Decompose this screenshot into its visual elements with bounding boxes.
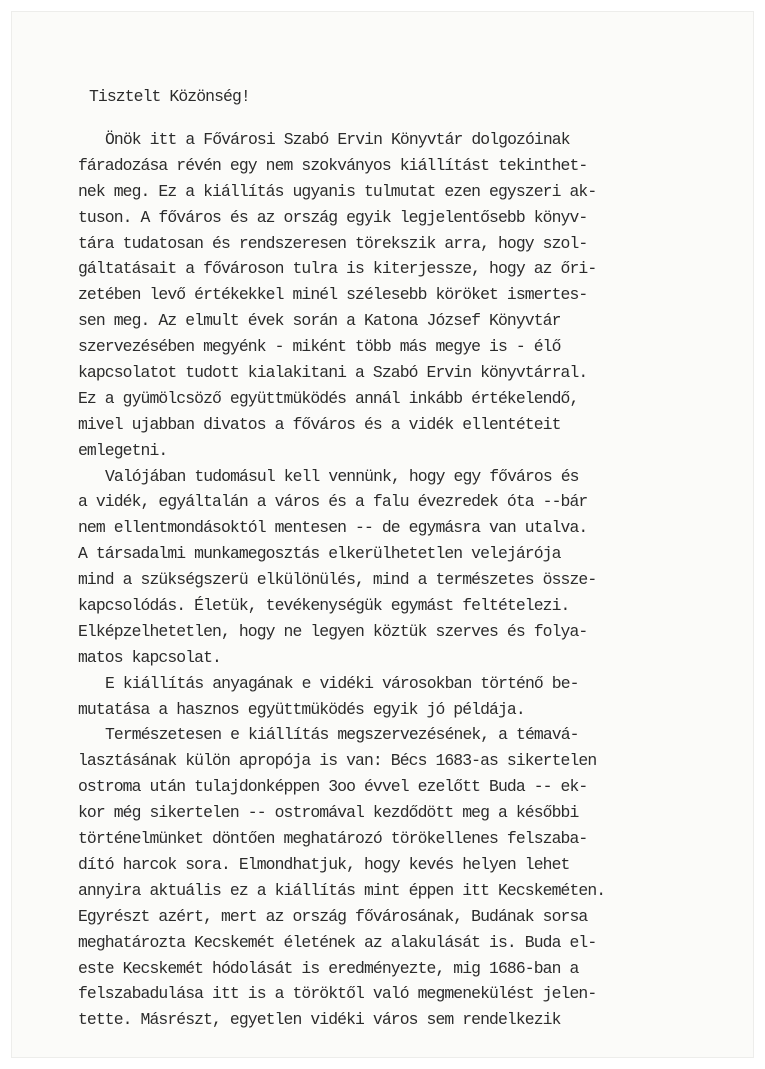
text-line: felszabadulása itt is a töröktől való megmenekülést jelen- xyxy=(78,984,597,1004)
salutation: Tisztelt Közönség! xyxy=(89,87,250,106)
text-line: sen meg. Az elmult évek során a Katona József Könyvtár xyxy=(78,311,561,331)
text-line: kor még sikertelen -- ostromával kezdődött meg a későbbi xyxy=(78,803,579,823)
text-line: Önök itt a Fővárosi Szabó Ervin Könyvtár dolgozóinak xyxy=(105,130,570,149)
text-line: dító harcok sora. Elmondhatjuk, hogy kevés helyen lehet xyxy=(78,854,570,874)
text-line: kapcsolódás. Életük, tevékenységük egymást feltételezi. xyxy=(78,596,570,616)
text-line: Elképzelhetetlen, hogy ne legyen köztük szerves és folya- xyxy=(78,621,588,641)
text-line: lasztásának külön apropója is van: Bécs 1683-as sikertelen xyxy=(78,751,597,771)
text-line: Ez a gyümölcsöző együttmüködés annál inkább értékelendő, xyxy=(78,388,579,408)
paragraph-3 xyxy=(78,671,598,723)
letter-body xyxy=(78,84,606,1033)
text-line: kapcsolatot tudott kialakitani a Szabó Ervin könyvtárral. xyxy=(78,363,588,383)
text-line: tuson. A főváros és az ország egyik legjelentősebb könyv- xyxy=(78,207,588,227)
text-line: nek meg. Ez a kiállítás ugyanis tulmutat ezen egyszeri ak- xyxy=(78,181,597,201)
text-line: tette. Másrészt, egyetlen vidéki város sem rendelkezik xyxy=(78,1010,561,1030)
text-line: matos kapcsolat. xyxy=(78,647,221,667)
text-line: zetében levő értékekkel minél szélesebb köröket ismertes- xyxy=(78,285,588,305)
text-line: Valójában tudomásul kell vennünk, hogy egy főváros és xyxy=(105,466,579,486)
text-line: szervezésében megyénk - miként több más megye is - élő xyxy=(78,337,561,357)
text-line: tára tudatosan és rendszeresen törekszik arra, hogy szol- xyxy=(78,233,588,253)
text-line: mind a szükségszerü elkülönülés, mind a természetes össze- xyxy=(78,570,597,590)
text-line: mutatása a hasznos együttmüködés egyik jó példája. xyxy=(78,699,525,719)
text-line: emlegetni. xyxy=(78,440,168,460)
text-line: ostroma után tulajdonképpen 3oo évvel ezelőtt Buda -- ek- xyxy=(78,777,588,797)
text-line: este Kecskemét hódolását is eredményezte, mig 1686-ban a xyxy=(78,958,579,978)
text-line: Egyrészt azért, mert az ország fővárosának, Budának sorsa xyxy=(78,906,588,926)
paragraph-2 xyxy=(78,464,598,671)
text-line: történelmünket döntően meghatározó törökellenes felszaba- xyxy=(78,829,588,849)
text-line: Természetesen e kiállítás megszervezésének, a témavá- xyxy=(105,725,579,745)
text-line: nem ellentmondásoktól mentesen -- de egymásra van utalva. xyxy=(78,518,588,538)
paragraph-4 xyxy=(78,722,606,1033)
text-line: gáltatásait a fővároson tulra is kiterjessze, hogy az őri- xyxy=(78,259,597,279)
text-line: E kiállítás anyagának e vidéki városokban történő be- xyxy=(105,673,579,693)
text-line: meghatározta Kecskemét életének az alakulását is. Buda el- xyxy=(78,932,597,952)
text-line: A társadalmi munkamegosztás elkerülhetetlen velejárója xyxy=(78,544,561,564)
text-line: mivel ujabban divatos a főváros és a vidék ellentéteit xyxy=(78,414,561,434)
text-line: fáradozása révén egy nem szokványos kiállítást tekinthet- xyxy=(78,155,588,175)
text-line: a vidék, egyáltalán a város és a falu évezredek óta --bár xyxy=(78,492,588,512)
paragraph-1 xyxy=(78,127,598,464)
text-line: annyira aktuális ez a kiállítás mint éppen itt Kecskeméten. xyxy=(78,880,606,900)
